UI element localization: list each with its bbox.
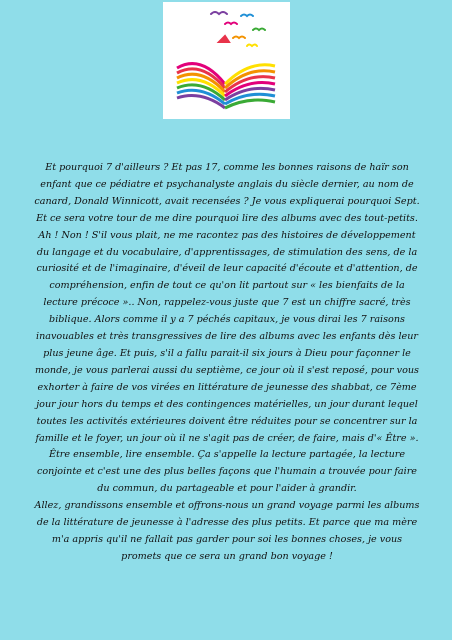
rainbow-book-icon	[163, 2, 290, 119]
body-text	[32, 160, 422, 566]
logo	[163, 2, 290, 119]
paragraph: Et pourquoi 7 d'ailleurs ? Et pas 17, comme les bonnes raisons de haïr son enfant que ce pédiatre et psychanalyste anglais du siècle dernier, au nom de canard, Donald Winnicott, avait recensées ? Je vous expliquerai pourquoi Sept. Et ce sera votre tour de me dire pourquoi lire des albums avec des tout-petits. Ah ! Non ! S'il vous plait, ne me racontez pas des histoires de développement du langage et du vocabulaire, d'apprentissages, de stimulation des sens, de la curiosité et de l'imaginaire, d'éveil de leur capacité d'écoute et d'attention, de compréhension, enfin de tout ce qu'on lit partout sur « les bienfaits de la lecture précoce ».. Non, rappelez-vous juste que 7 est un chiffre sacré, très biblique. Alors comme il y a 7 péchés capitaux, je vous dirai les 7 raisons inavouables et très transgressives de lire des albums avec les enfants dès leur plus jeune âge. Et puis, s'il a fallu parait-il six jours à Dieu pour façonner le monde, je vous parlerai aussi du septième, ce jour où il s'est reposé, pour vous exhorter à faire de vos virées en littérature de jeunesse des shabbat, ce 7ème jour jour hors du temps et des contingences matérielles, un jour durant lequel toutes les activités extérieures doivent être réduites pour se concentrer sur la famille et le foyer, un jour où il ne s'agit pas de créer, de faire, mais d'« Être ». Être ensemble, lire ensemble. Ça s'appelle la lecture partagée, la lecture conjointe et c'est une des plus belles façons que l'humain a trouvée pour faire du commun, du partageable et pour l'aider à grandir.	[34, 162, 420, 495]
paragraph: Allez, grandissons ensemble et offrons-nous un grand voyage parmi les albums de la littérature de jeunesse à l'adresse des plus petits. Et parce que ma mère m'a appris qu'il ne fallait pas garder pour soi les bonnes choses, je vous promets que ce sera un grand bon voyage !	[34, 500, 420, 562]
